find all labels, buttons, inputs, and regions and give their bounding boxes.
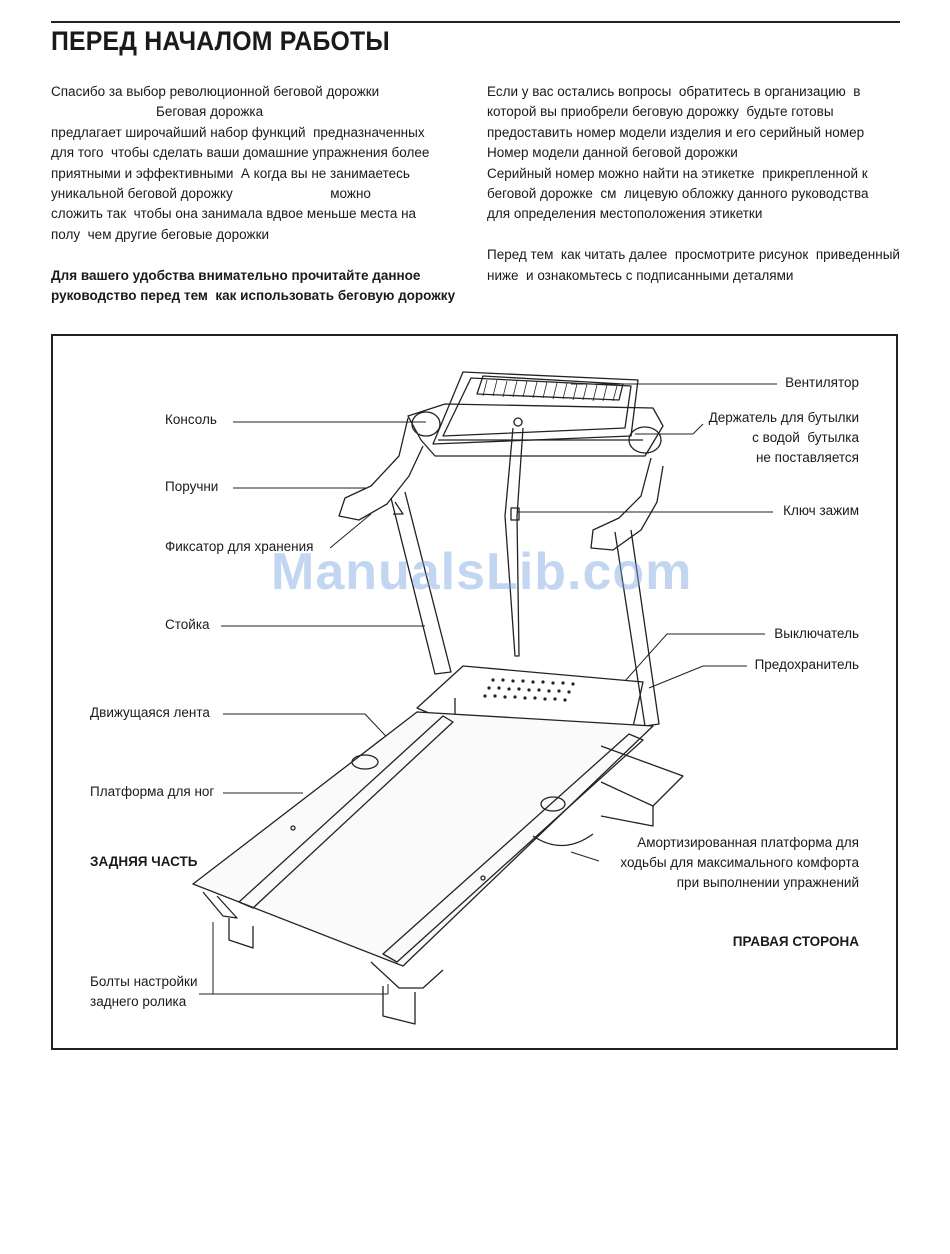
label-walking-belt: Движущаяся лента [90,705,210,720]
top-rule [51,21,900,23]
label-handrails: Поручни [165,479,219,494]
label-right-side: ПРАВАЯ СТОРОНА [732,934,859,949]
label-rear-roller-bolts: Болты настройки заднего ролика [90,974,198,1009]
watermark: ManualsLib.com [271,543,693,601]
label-console: Консоль [165,412,217,427]
intro-line: Беговая дорожка [51,104,264,120]
contact-line: которой вы приобрели беговую дорожку будьте готовы [487,104,834,120]
diagram-intro-line: ниже и ознакомьтесь с подписанными деталями [487,267,794,283]
label-upright: Стойка [165,617,210,632]
intro-line: приятными и эффективными А когда вы не занимаетесь [51,165,410,181]
contact-line: Серийный номер можно найти на этикетке прикрепленной к [487,165,868,181]
label-circuit-breaker: Предохранитель [754,657,859,672]
contact-line: предоставить номер модели изделия и его серийный номер [487,124,865,140]
intro-line: Спасибо за выбор революционной беговой дорожки [51,84,380,99]
intro-line: для того чтобы сделать ваши домашние упражнения более [51,145,430,161]
label-cushioned-deck: Амортизированная платформа для ходьбы для максимального комфорта при выполнении упражнений [620,835,859,890]
treadmill-diagram [51,334,898,1050]
label-rear: ЗАДНЯЯ ЧАСТЬ [90,854,198,869]
intro-line: сложить так чтобы она занимала вдвое меньше места на [51,206,417,222]
notice-line: руководство перед тем как использовать беговую дорожку [51,287,456,303]
console-shape [408,372,663,456]
contact-line: для определения местоположения этикетки [487,206,763,222]
label-key-clip: Ключ зажим [783,503,859,518]
deck-shape [193,712,683,1024]
diagram-intro-line: Перед тем как читать далее просмотрите рисунок приведенный [487,247,900,263]
intro-line: полу чем другие беговые дорожки [51,226,270,242]
intro-line: предлагает широчайший набор функций предназначенных [51,124,425,140]
label-water-bottle-holder: Держатель для бутылки с водой бутылка не поставляется [708,410,859,465]
contact-line: Номер модели данной беговой дорожки [487,145,738,161]
contact-line: Если у вас остались вопросы обратитесь в организацию в [487,84,861,99]
label-fan: Вентилятор [785,375,859,390]
label-storage-latch: Фиксатор для хранения [165,539,314,554]
notice-line: Для вашего удобства внимательно прочитайте данное [51,267,421,283]
intro-left-column [51,82,471,306]
upright-shapes [391,492,659,726]
label-foot-rail: Платформа для ног [90,784,215,799]
intro-line: уникальной беговой дорожку можно [51,185,371,201]
label-on-off-switch: Выключатель [774,626,859,641]
contact-line: беговой дорожке см лицевую обложку данного руководства [487,185,869,201]
handrail-shapes [339,418,663,550]
page-title: ПЕРЕД НАЧАЛОМ РАБОТЫ [51,26,390,56]
intro-right-column [487,82,907,286]
